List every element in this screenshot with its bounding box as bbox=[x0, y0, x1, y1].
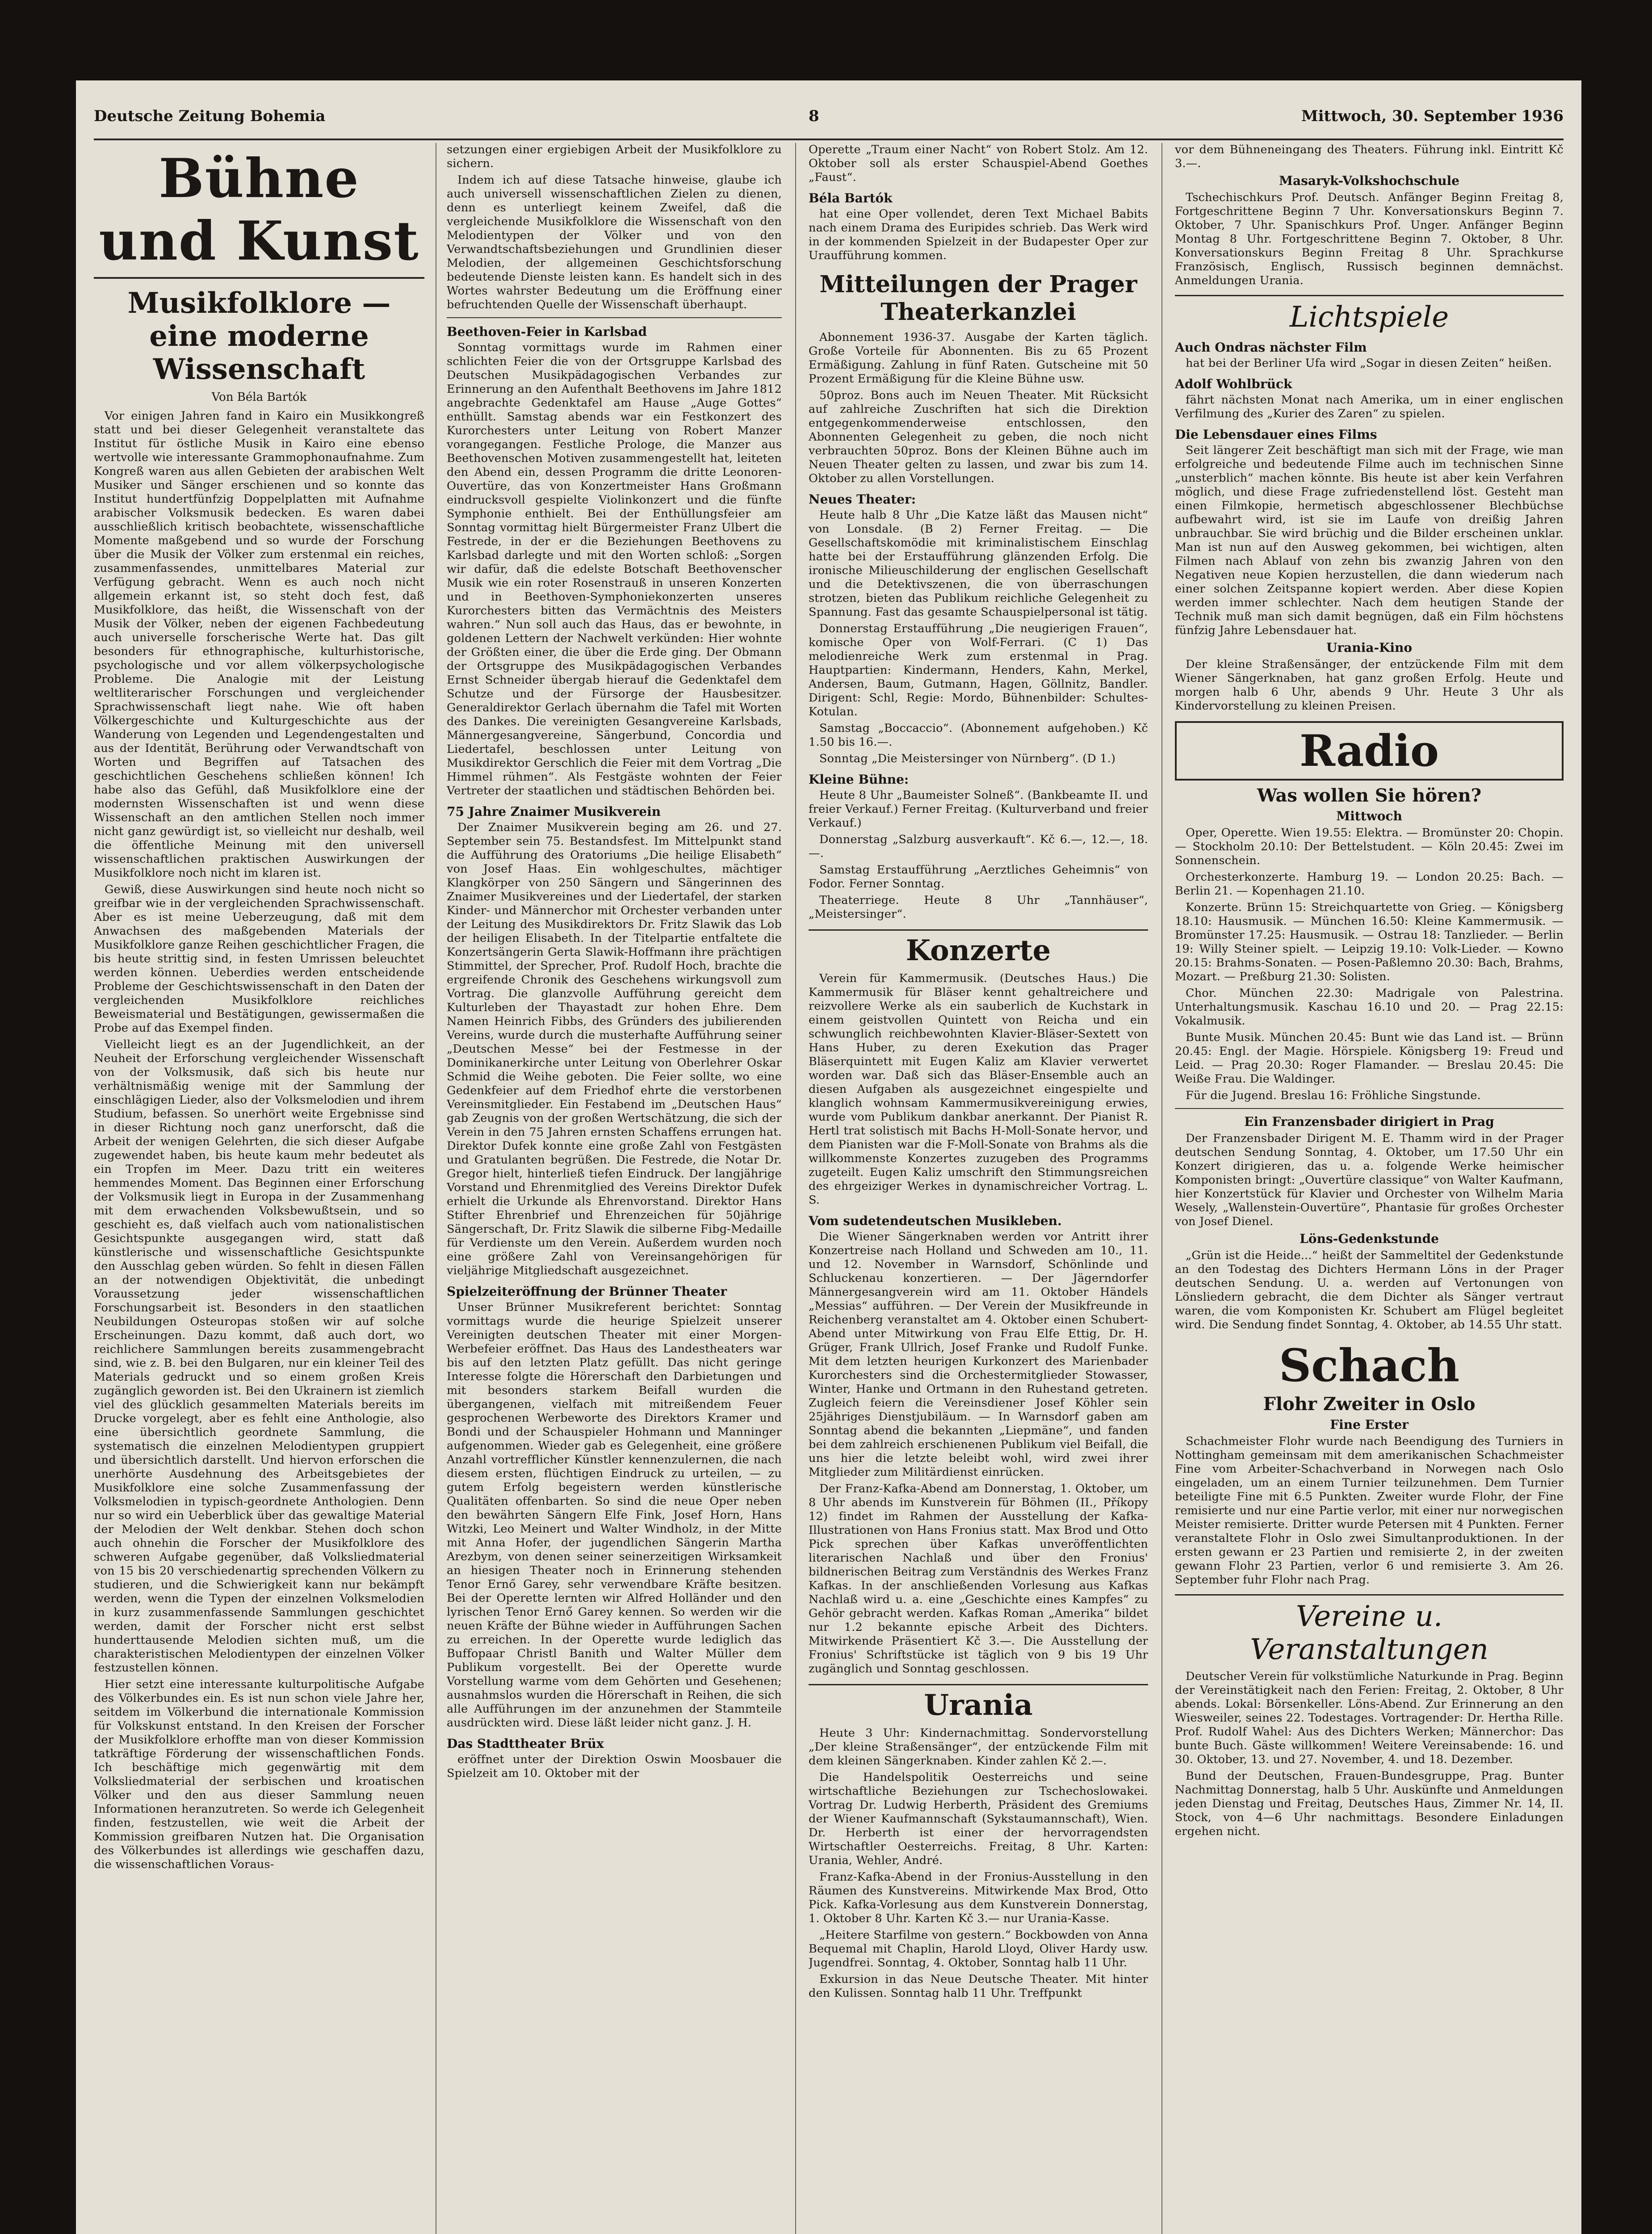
article-paragraph: Samstag Erstaufführung „Aerztliches Geheimnis“ von Fodor. Ferner Sonntag. bbox=[809, 863, 1148, 890]
article-title: Musikfolklore — eine moderne Wissenschaft bbox=[127, 286, 391, 386]
article-divider bbox=[447, 317, 782, 318]
section-heading: Mitteilungen der Prager Theaterkanzlei bbox=[819, 271, 1137, 326]
article-paragraph: Seit längerer Zeit beschäftigt man sich mit der Frage, wie man erfolgreiche und bedeutende Filme auch im technischen Sinne „unsterblich“ machen könnte. Bis heute ist aber kein Verfahren möglich, und diese Frage zufriedenstellend löst. Gesteht man einen Filmkopie, hermetisch abgeschlossener Blechbüchse aufbewahrt wird, ist sie im Laufe von dreißig Jahren unbrauchbar. Sie wird brüchig und die Bilder erscheinen unklar. Man ist nun auf den Ausweg gekommen, bei wichtigen, alten Filmen nach Ablauf von zehn bis zwanzig Jahren von den Negativen neue Kopien herzustellen, die dann wiederum nach einer solchen Zeitspanne kopiert werden. Aber diese Kopien werden immer schlechter. Nach dem heutigen Stande der Technik muß man sich damit begnügen, daß ein Film höchstens fünfzig Jahre Lebensdauer hat. bbox=[1175, 444, 1564, 637]
article-heading: Vom sudetendeutschen Musikleben. bbox=[809, 1214, 1062, 1228]
article-paragraph: Unser Brünner Musikreferent berichtet: Sonntag vormittags wurde die heurige Spielzeit unserer Vereinigten deutschen Theater mit einer Morgen-Werbefeier eröffnet. Das Haus des Landestheaters war bis auf den letzten Platz gefüllt. Das nicht geringe Interesse folgte die Hörerschaft den Darbietungen und mit besonders starkem Beifall wurden die übergangenen, vielfach mit mitreißendem Feuer gesprochenen Werbeworte des Direktors Kramer und Bondi und der Schauspieler Hohmann und Manninger aufgenommen. Wieder gab es Gelegenheit, eine größere Anzahl vortrefflicher Künstler kennenzulernen, die nach diesem ersten, flüchtigen Eindruck zu urteilen, — zu gutem Erfolg begeistern werden künstlerische Qualitäten offenbarten. So sind die neue Oper neben den bewährten Sängern Elfe Fink, Josef Horn, Hans Witzki, Leo Meinert und Walter Windholz, in der Mitte mit Anna Hofer, der jugendlichen Sängerin Martha Arezbym, von denen seiner seinerzeitigen Wirksamkeit an hiesigen Theater noch in Erinnerung stehenden Tenor Ernő Garey, sehr verwendbare Kräfte besitzen. Bei der Operette lernten wir Alfred Holländer und den lyrischen Tenor Ernő Garey kennen. So werden wir die neuen Kräfte der Bühne wieder in Aufführungen Sachen zu erreichen. In der Operette wurde lediglich das Buffopaar Christl Banith und Walter Müller dem Publikum vorgestellt. Bei der Operette wurde Vorstellung warme vom dem Gehörten und Gesehenen; ausnahmslos wurden die Hörerschaft in Reihen, die sich alle Aufführungen im der anzunehmen der Stammteile ausdrückten wird. Diese läßt leider nicht ganz. J. H. bbox=[447, 1301, 782, 1730]
article-heading: Adolf Wohlbrück bbox=[1175, 377, 1292, 391]
article-paragraph: Der Znaimer Musikverein beging am 26. und 27. September sein 75. Bestandsfest. Im Mittelpunkt stand die Aufführung des Oratoriums „Die heilige Elisabeth“ von Josef Haas. Ein wohlgeschultes, mächtiger Klangkörper von 250 Sängern und Sängerinnen des Znaimer Musikvereines und der Liedertafel, der starken Kinder- und Männerchor mit Orchester verbanden unter der Leitung des Musikdirektors Dr. Fritz Slawik das Lob der heiligen Elisabeth. In der Titelpartie entfaltete die Konzertsängerin Gerta Slawik-Hoffmann ihre prächtigen Stimmittel, der Sprecher, Prof. Rudolf Hoch, brachte die ergreifende Chronik des Geschehens wirkungsvoll zum Vortrag. Die glanzvolle Aufführung gereicht dem Kulturleben der Thayastadt zur hohen Ehre. Dem Namen Heinrich Fibbs, des Gründers des jubilierenden Vereins, wurde durch die musterhafte Aufführung seiner „Deutschen Messe“ bei der Festmesse in der Dominikanerkirche unter Leitung von Oberlehrer Oskar Schmid die Weihe geboten. Die Feier sollte, wo eine Gedenkfeier auf dem Friedhof ehrte die verstorbenen Vereinsmitglieder. Ein Festabend im „Deutschen Haus“ gab Zeugnis von der großen Wertschätzung, die sich der Verein in den 75 Jahren ernsten Schaffens errungen hat. Direktor Dufek konnte eine große Zahl von Festgästen und Gratulanten begrüßen. Die Festrede, die Notar Dr. Gregor hielt, hinterließ tiefen Eindruck. Der langjährige Vorstand und Ehrenmitglied des Vereins Direktor Dufek erhielt die Urkunde als Ehrenvorstand. Direktor Hans Stifter Ehrenbrief und Ehrenzeichen für 50jährige Sängerschaft, Dr. Fritz Slawik die silberne Fibg-Medaille für Verdienste um den Verein. Außerdem wurden noch eine größere Zahl von Vereinsangehörigen für vieljährige Mitgliedschaft ausgezeichnet. bbox=[447, 821, 782, 1277]
article-heading: Béla Bartók bbox=[809, 191, 893, 206]
article-paragraph: Operette „Traum einer Nacht“ von Robert Stolz. Am 12. Oktober soll als erster Schauspiel-Abend Goethes „Faust“. bbox=[809, 143, 1148, 184]
article-paragraph: hat eine Oper vollendet, deren Text Michael Babits nach einem Drama des Euripides schrieb. Das Werk wird in der kommenden Spielzeit in der Budapester Oper zur Uraufführung kommen. bbox=[809, 207, 1148, 262]
article-paragraph: Exkursion in das Neue Deutsche Theater. Mit hinter den Kulissen. Sonntag halb 11 Uhr. Treffpunkt bbox=[809, 1973, 1148, 2000]
article-paragraph: Abonnement 1936-37. Ausgabe der Karten täglich. Große Vorteile für Abonnenten. Bis zu 65 Prozent Ermäßigung. Zahlung in fünf Raten. Gutscheine mit 50 Prozent Ermäßigung für die Kleine Bühne usw. bbox=[809, 331, 1148, 386]
article-paragraph: Die Handelspolitik Oesterreichs und seine wirtschaftliche Beziehungen zur Tschechoslowakei. Vortrag Dr. Ludwig Herberth, Präsident des Gremiums der Wiener Kaufmannschaft (Sykstaumannschaft), Wien. Dr. Herberth ist einer der hervorragendsten Wirtschaftler Oesterreichs. Freitag, 8 Uhr. Karten: Urania, Wehler, André. bbox=[809, 1771, 1148, 1867]
article-paragraph: Tschechischkurs Prof. Deutsch. Anfänger Beginn Freitag 8, Fortgeschrittene Beginn 7 Uhr. Konversationskurs Beginn 7. Oktober, 7 Uhr. Spanischkurs Prof. Unger. Anfänger Beginn Montag 8 Uhr. Fortgeschrittene Beginn 7. Oktober, 8 Uhr. Konversationskurs Beginn Freitag 8 Uhr. Sprachkurse Französisch, Englisch, Russisch beginnen demnächst. Anmeldungen Urania. bbox=[1175, 191, 1564, 287]
article-paragraph: Vielleicht liegt es an der Jugendlichkeit, an der Neuheit der Erforschung vergleichender Wissenschaft von der Volksmusik, daß sich bis heute nur verhältnismäßig wenige mit der Sammlung der einschlägigen Lieder, also der Volksmelodien und ihrem Studium, befassen. So unerhört weite Ergebnisse sind in dieser Richtung noch ganz unerforscht, daß die Arbeit der wenigen Gelehrten, die sich dieser Aufgabe zugewendet haben, bis heute kaum mehr bedeutet als ein Tropfen im Meer. Dazu tritt ein weiteres hemmendes Moment. Das Beginnen einer Erforschung der Volksmusik liegt in Europa in der Zusammenhang mit dem erwachenden Volksbewußtsein, und so geschieht es, daß vielfach auch vom nationalistischen Gesichtspunkte ausgegangen wird, statt daß künstlerische und wissenschaftliche Gesichtspunkte den Ausschlag geben würden. So fehlt in diesen Fällen an der notwendigen Objektivität, die unbedingt Voraussetzung jeder wissenschaftlichen Forschungsarbeit ist. Besonders in den staatlichen Neubildungen Osteuropas stoßen wir auf solche Erscheinungen. Dazu kommt, daß auch dort, wo reichlichere Sammlungen bereits zusammengebracht sind, wie z. B. bei den Bulgaren, nur ein kleiner Teil des Materials gedruckt und so einem großen Kreis zugänglich geworden ist. Bei den Ukrainern ist ziemlich viel des glücklich gesammelten Materials bereits im Drucke vorgelegt, aber es fehlt eine Anthologie, also eine übersichtlich geordnete Sammlung, die systematisch die einzelnen Melodientypen gruppiert und übersichtlich darstellt. Und hiervon erforschen die unerhörte Ausdehnung des Arbeitsgebietes der Musikfolklore eine solche Zusammenfassung der Volksmelodien in typisch-geordnete Anthologien. Denn nur so wird ein Ueberblick über das gewaltige Material der Melodien der Welt denkbar. Stehen doch schon auch ohnehin die Forscher der Musikfolklore des schweren Aufgabe gegenüber, daß Volksliedmaterial von 15 bis 20 verschiedenartig sprechenden Völkern zu studieren, und die Schwierigkeit kann nur bekämpft werden, wenn die Typen der einzelnen Volksmelodien in kurz zusammenfassende Sammlungen geschichtet werden, damit der Forscher nicht erst selbst hunderttausende Melodien sichten muß, um die charakteristischen Melodientypen der einzelnen Völker festzustellen können. bbox=[94, 1038, 424, 1675]
column-divider bbox=[795, 143, 796, 2234]
article-paragraph: Franz-Kafka-Abend in der Fronius-Ausstellung in den Räumen des Kunstvereins. Mitwirkende Max Brod, Otto Pick. Kafka-Vorlesung aus dem Kunstverein Donnerstag, 1. Oktober 8 Uhr. Karten Kč 3.— nur Urania-Kasse. bbox=[809, 1870, 1148, 1925]
article-paragraph: fährt nächsten Monat nach Amerika, um in einer englischen Verfilmung des „Kurier des Zaren“ zu spielen. bbox=[1175, 393, 1564, 420]
article-paragraph: Heute halb 8 Uhr „Die Katze läßt das Mausen nicht“ von Lonsdale. (B 2) Ferner Freitag. — Die Gesellschaftskomödie mit kriminalistischem Einschlag hatte bei der Erstaufführung glänzenden Erfolg. Die ironische Milieuschilderung der englischen Gesellschaft und die Detektivszenen, die von überraschungen strotzen, bieten das Publikum reichliche Gelegenheit zu Spannung. Fast das gesamte Schauspielpersonal ist tätig. bbox=[809, 508, 1148, 619]
article-heading: Spielzeiteröffnung der Brünner Theater bbox=[447, 1284, 727, 1299]
article-paragraph: Für die Jugend. Breslau 16: Fröhliche Singstunde. bbox=[1186, 1089, 1481, 1102]
section-heading: Lichtspiele bbox=[1175, 295, 1564, 334]
column-3 bbox=[809, 143, 1148, 2234]
article-heading: Was wollen Sie hören? bbox=[1257, 785, 1482, 806]
article-paragraph: Vor einigen Jahren fand in Kairo ein Musikkongreß statt und bei dieser Gelegenheit veranstaltete das Institut für östliche Musik in Kairo eine ebenso wertvolle wie interessante Grammophonaufnahme. Zum Kongreß waren aus allen Gebieten der arabischen Welt Musiker und Sänger erschienen und so konnte das Institut hundertfünfzig Doppelplatten mit Aufnahme arabischer Volksmusik bedecken. Es waren dabei ausschließlich kritisch beobachtete, wissenschaftliche Momente maßgebend und so wurde der Forschung über die Musik der Völker zum erstenmal ein reiches, zusammenfassendes, unmittelbares Material zur Verfügung gebracht. Wenn es auch noch nicht allgemein erkannt ist, so steht doch fest, daß Musikfolklore, das heißt, die Wissenschaft von der Musik der Völker, neben der eigenen Fachbedeutung auch universelle forscherische Werte hat. Das gilt besonders für ethnographische, kulturhistorische, psychologische und vor allem völkerpsychologische Probleme. Die Analogie mit der Leistung weltliterarischer Forschungen und vergleichender Sprachwissenschaft liegt nahe. Wie oft haben Völkergeschichte und Kulturgeschichte aus der Wanderung von Legenden und Legendengestalten und aus der Identität, Berührung oder Verwandtschaft von Worten und Begriffen auf Tatsachen des geschichtlichen Geschehens schließen können! Ich habe also das Gefühl, daß Musikfolklore eine der modernsten Wissenschaften ist und wenn diese Wissenschaft an den amtlichen Stellen noch immer nicht ganz gewürdigt ist, so vielleicht nur deshalb, weil die öffentliche Meinung mit den universell wissenschaftlichen praktischen Auswirkungen der Musikfolklore noch nicht im klaren ist. bbox=[94, 409, 424, 880]
article-paragraph: setzungen einer ergiebigen Arbeit der Musikfolklore zu sichern. bbox=[447, 143, 782, 170]
article-paragraph: Gewiß, diese Auswirkungen sind heute noch nicht so greifbar wie in der vergleichenden Sprachwissenschaft. Aber es ist meine Ueberzeugung, daß mit dem Anwachsen des maßgebenden Materials der Musikfolklore ganze Reihen geschichtlicher Fragen, die bis heute strittig sind, in festen Umrissen beleuchtet werden können. Ueberdies werden entscheidende Probleme der Geschichtswissenschaft in den Daten der vergleichenden Musikfolklore reichliches Beweismaterial und Bestätigungen, gewissermaßen die Probe auf das Exempel finden. bbox=[94, 883, 424, 1035]
article-paragraph: eröffnet unter der Direktion Oswin Moosbauer die Spielzeit am 10. Oktober mit der bbox=[447, 1753, 782, 1780]
article-paragraph: Sonntag vormittags wurde im Rahmen einer schlichten Feier die von der Ortsgruppe Karlsbad des Deutschen Musikpädagogischen Verbandes zur Erinnerung an den Aufenthalt Beethovens im Jahre 1812 angebrachte Gedenktafel am Hause „Auge Gottes“ enthüllt. Samstag abends war ein Festkonzert des Kurorchesters unter Leitung von Robert Manzer vorangegangen. Festliche Prologe, die Manzer aus Beethovenschen Motiven zusammengestellt hat, leiteten den Abend ein, dessen Programm die dritte Leonoren-Ouvertüre, das von Konzertmeister Hans Großmann eindrucksvoll gespielte Violinkonzert und die fünfte Symphonie enthielt. Bei der Enthüllungsfeier am Sonntag vormittag hielt Bürgermeister Franz Ulbert die Festrede, in der er die Beziehungen Beethovens zu Karlsbad darlegte und mit den Worten schloß: „Sorgen wir dafür, daß die edelste Botschaft Beethovenscher Musik wie ein roter Rosenstrauß in unseren Konzerten und in Beethoven-Symphoniekonzerten unseres Kurorchesters bitten das Vermächtnis des Meisters wahren.“ Nun soll auch das Haus, das er bewohnte, in goldenen Lettern der Nachwelt verkünden: Hier wohnte der Größten einer, die über die Erde ging. Der Obmann der Ortsgruppe des Musikpädagogischen Verbandes Ernst Schneider übergab hierauf die Gedenktafel dem Schutze und der Fürsorge der Hausbesitzer. Generaldirektor Gerlach übernahm die Tafel mit Worten des Dankes. Die vereinigten Gesangvereine Karlsbads, Männergesangvereine, Sängerbund, Concordia und Liedertafel, beschlossen unter Leitung von Musikdirektor Gerschlich die Feier mit dem Vortrag „Die Himmel rühmen“. Als Festgäste wohnten der Feier Vertreter der staatlichen und städtischen Behörden bei. bbox=[447, 341, 782, 798]
newspaper-page bbox=[76, 80, 1581, 2234]
article-heading: Flohr Zweiter in Oslo bbox=[1263, 1394, 1476, 1415]
article-heading: Neues Theater: bbox=[809, 492, 916, 507]
article-paragraph: Chor. München 22.30: Madrigale von Palestrina. Unterhaltungsmusik. Kaschau 16.10 und 20. — Prag 22.15: Vokalmusik. bbox=[1175, 987, 1564, 1028]
section-banner: Bühne und Kunst bbox=[94, 147, 424, 279]
article-paragraph: Heute 8 Uhr „Baumeister Solneß“. (Bankbeamte II. und freier Verkauf.) Ferner Freitag. (Kulturverband und freier Verkauf.) bbox=[809, 789, 1148, 830]
article-paragraph: Indem ich auf diese Tatsache hinweise, glaube ich auch universell wissenschaftlichen Zielen zu dienen, denn es unterliegt keinem Zweifel, daß die vergleichende Musikfolklore die Wissenschaft von den Melodientypen der Völker und von den Verwandtschaftsbeziehungen und Grundlinien dieser Melodien, der allgemeinen Geschichtsforschung bedeutende Dienste leisten kann. Es handelt sich in des Wortes wahrster Bedeutung um die Eröffnung einer befruchtenden Quelle der Wissenschaft überhaupt. bbox=[447, 173, 782, 311]
article-paragraph: Sonntag „Die Meistersinger von Nürnberg“. (D 1.) bbox=[819, 752, 1116, 765]
issue-date: Mittwoch, 30. September 1936 bbox=[1301, 107, 1564, 125]
article-paragraph: „Grün ist die Heide...“ heißt der Sammeltitel der Gedenkstunde an den Todestag des Dichters Hermann Löns in der Prager deutschen Sendung. U. a. werden auf Vertonungen von Lönsliedern gebracht, die dem Dichter als Sänger vertraut waren, die vom Komponisten Kr. Schubert am Flügel begleitet wird. Die Sendung findet Sonntag, 4. Oktober, ab 14.55 Uhr statt. bbox=[1175, 1249, 1564, 1331]
article-paragraph: Die Wiener Sängerknaben werden vor Antritt ihrer Konzertreise nach Holland und Schweden am 10., 11. und 12. November in Warnsdorf, Schönlinde und Schluckenau konzertieren. — Der Jägerndorfer Männergesangverein wird am 11. Oktober Händels „Messias“ aufführen. — Der Verein der Musikfreunde in Reichenberg veranstaltet am 4. Oktober einen Schubert-Abend unter Mitwirkung von Frau Elfe Ettig, Dr. H. Grüger, Frank Ullrich, Josef Franke und Rudolf Funke. Mit dem letzten heurigen Kurkonzert des Marienbader Kurorchesters sind die Orchestermitglieder Stowasser, Winter, Hanke und Ortmann in den Ruhestand getreten. Zugleich feiern die Vereinsdiener Josef Köhler sein 25jähriges Dienstjubiläum. — In Warnsdorf gaben am Sonntag abend die bekannten „Liepmäne“, und fanden bei dem zahlreich erschienenen Publikum viel Beifall, die uns hier die letzte beleibt wohl, wird zwei ihrer Mitglieder zum Militärdienst einrücken. bbox=[809, 1230, 1148, 1479]
article-heading: Ein Franzensbader dirigiert in Prag bbox=[1244, 1114, 1494, 1129]
article-paragraph: Orchesterkonzerte. Hamburg 19. — London 20.25: Bach. — Berlin 21. — Kopenhagen 21.10. bbox=[1175, 870, 1564, 898]
section-heading: Schach bbox=[1279, 1339, 1460, 1392]
article-heading: Masaryk-Volkshochschule bbox=[1279, 173, 1459, 188]
article-heading: Löns-Gedenkstunde bbox=[1300, 1231, 1439, 1246]
article-paragraph: Donnerstag „Salzburg ausverkauft“. Kč 6.—, 12.—, 18.—. bbox=[809, 833, 1148, 860]
article-heading: Beethoven-Feier in Karlsbad bbox=[447, 324, 647, 339]
article-paragraph: Verein für Kammermusik. (Deutsches Haus.) Die Kammermusik für Bläser kennt gehaltreichere und reizvollere Werke als ein sauberlich de Kuchstark in einem geistvollen Quintett von Reicha und ein schwunglich reichbewohnten Klavier-Bläser-Sextett von Hans Huber, zu deren Exekution das Prager Bläserquintett mit Eugen Kaliz am Klavier verwertet worden war. Daß sich das Bläser-Ensemble auch an diesen Aufgaben als ausgezeichnet eingespielte und klanglich wohnsam Kammermusikvereinigung erwies, wurde vom Publikum dankbar anerkannt. Der Pianist R. Hertl trat solistisch mit Bachs H-Moll-Sonate hervor, und dem Pianisten war die F-Moll-Sonate von Brahms als die willkommenste Konzertes zuzugeben des Programms zugeteilt. Eugen Kaliz umschrift den Stimmungsreichen des ehrgeiziger Werkes in dynamischreicher Vortrag. L. S. bbox=[809, 972, 1148, 1207]
article-paragraph: Theaterriege. Heute 8 Uhr „Tannhäuser“, „Meistersinger“. bbox=[809, 894, 1148, 921]
article-paragraph: Hier setzt eine interessante kulturpolitische Aufgabe des Völkerbundes ein. Es ist nun schon viele Jahre her, seitdem im Völkerbund die internationale Kommission für Volkskunst entstand. In den Kreisen der Forscher der Musikfolklore erhoffte man von dieser Kommission tatkräftige Förderung der wissenschaftlichen Fonds. Ich beschäftige mich gegenwärtig mit dem Volksliedmaterial der serbischen und kroatischen Völker und den aus dieser Sammlung neuen Informationen heranzutreten. So werde ich Gelegenheit finden, festzustellen, wie weit die Arbeit der Kommission greifbaren Nutzen hat. Die Organisation des Völkerbundes ist allerdings wie geschaffen dazu, die wissenschaftlichen Voraus- bbox=[94, 1678, 424, 1871]
article-heading: Urania-Kino bbox=[1326, 640, 1413, 655]
article-heading: Die Lebensdauer eines Films bbox=[1175, 427, 1377, 442]
article-paragraph: Der Franz-Kafka-Abend am Donnerstag, 1. Oktober, um 8 Uhr abends im Kunstverein für Böhmen (II., Příkopy 12) findet im Rahmen der Ausstellung der Kafka-Illustrationen von Hans Fronius statt. Max Brod und Otto Pick sprechen über Kafkas unveröffentlichten literarischen Nachlaß und über den Fronius' bildnerischen Beitrag zum Verständnis des Werkes Franz Kafkas. In der anschließenden Vorlesung aus Kafkas Nachlaß wird u. a. eine „Geschichte eines Kampfes“ zu Gehör gebracht werden. Kafkas Roman „Amerika“ bildet nur 1.2 bekannte epische Arbeit des Dichters. Mitwirkende Präsentiert Kč 3.—. Die Ausstellung der Fronius' Schriftstücke ist täglich von 9 bis 19 Uhr zugänglich und Sonntag geschlossen. bbox=[809, 1482, 1148, 1676]
column-4 bbox=[1175, 143, 1564, 2234]
article-paragraph: hat bei der Berliner Ufa wird „Sogar in diesen Zeiten“ heißen. bbox=[1186, 357, 1552, 370]
column-2 bbox=[447, 143, 782, 2234]
article-heading: Das Stadttheater Brüx bbox=[447, 1736, 604, 1751]
article-paragraph: vor dem Bühneneingang des Theaters. Führung inkl. Eintritt Kč 3.—. bbox=[1175, 143, 1564, 170]
article-paragraph: Konzerte. Brünn 15: Streichquartette von Grieg. — Königsberg 18.10: Hausmusik. — München 16.50: Kleine Kammermusik. — Bromünster 17.25: Hausmusik. — Ostrau 18: Tanzlieder. — Berlin 19: Willy Steiner spielt. — Leipzig 19.10: Volk-Lieder. — Kowno 20.15: Brahms-Sonaten. — Posen-Paßlemno 20.30: Bach, Brahms, Mozart. — Preßburg 21.30: Solisten. bbox=[1175, 901, 1564, 983]
article-paragraph: „Heitere Starfilme von gestern.“ Bockbowden von Anna Bequemal mit Chaplin, Harold Lloyd, Oliver Hardy usw. Jugendfrei. Sonntag, 4. Oktober, Sonntag halb 11 Uhr. bbox=[809, 1928, 1148, 1969]
article-paragraph: Heute 3 Uhr: Kindernachmittag. Sondervorstellung „Der kleine Straßensänger“, der entzückende Film mit dem kleinen Sängerknaben. Kinder zahlen Kč 2.—. bbox=[809, 1726, 1148, 1768]
article-subheading: Fine Erster bbox=[1330, 1417, 1409, 1432]
article-paragraph: Der kleine Straßensänger, der entzückende Film mit dem Wiener Sängerknaben, hat ganz großen Erfolg. Heute und morgen halb 6 Uhr, abends 9 Uhr. Heute 3 Uhr als Kindervorstellung zu kleinen Preisen. bbox=[1175, 658, 1564, 713]
section-heading: Vereine u. Veranstaltungen bbox=[1175, 1594, 1564, 1666]
section-heading: Urania bbox=[809, 1684, 1148, 1722]
header-divider bbox=[94, 139, 1564, 140]
article-paragraph: Schachmeister Flohr wurde nach Beendigung des Turniers in Nottingham gemeinsam mit dem amerikanischen Schachmeister Fine vom Arbeiter-Schachverband in Norwegen nach Oslo eingeladen, um an einem Turnier teilzunehmen. Dem Turnier beteiligte Fine mit 6.5 Punkten. Zweiter wurde Flohr, der Fine remisierte und nur eine Partie verlor, mit einer nur norwegischen Meister remisierte. Dritter wurde Petersen mit 4 Punkten. Ferner veranstaltete Flohr in Oslo zwei Simultanproduktionen. In der ersten gewann er 23 Partien und remisierte 2, in der zweiten gewann Flohr 23 Partien, verlor 6 und remisierte 3. Am 26. September fuhr Flohr nach Prag. bbox=[1175, 1435, 1564, 1587]
article-paragraph: Deutscher Verein für volkstümliche Naturkunde in Prag. Beginn der Vereinstätigkeit nach den Ferien: Freitag, 2. Oktober, 8 Uhr abends. Lokal: Börsenkeller. Löns-Abend. Zur Erinnerung an den Wiesweiler, seines 22. Todestages. Vortragender: Dr. Hertha Rille. Prof. Rudolf Wahel: Aus des Dichters Werken; Männerchor: Das bunte Buch. Gäste willkommen! Weitere Vereinsabende: 16. und 30. Oktober, 13. und 27. November, 4. und 18. Dezember. bbox=[1175, 1670, 1564, 1766]
section-heading: Konzerte bbox=[809, 929, 1148, 967]
article-paragraph: Donnerstag Erstaufführung „Die neugierigen Frauen“, komische Oper von Wolf-Ferrari. (C 1) Das melodienreiche Werk zum erstenmal in Prag. Hauptpartien: Kindermann, Henders, Kahn, Merkel, Andersen, Baum, Gutmann, Hagen, Göllnitz, Bandler. Dirigent: Schl, Regie: Mordo, Bühnenbilder: Schultes-Kotulan. bbox=[809, 622, 1148, 718]
article-subheading: Mittwoch bbox=[1336, 809, 1402, 823]
column-1 bbox=[94, 143, 424, 2234]
article-heading: Auch Ondras nächster Film bbox=[1175, 340, 1367, 355]
article-heading: 75 Jahre Znaimer Musikverein bbox=[447, 804, 661, 819]
page-number: 8 bbox=[809, 107, 819, 125]
section-heading: Radio bbox=[1175, 721, 1564, 781]
article-heading: Kleine Bühne: bbox=[809, 772, 909, 787]
article-paragraph: Der Franzensbader Dirigent M. E. Thamm wird in der Prager deutschen Sendung Sonntag, 4. Oktober, um 17.50 Uhr ein Konzert dirigieren, das u. a. folgende Werke heimischer Komponisten bringt: „Ouvertüre classique“ von Walter Kaufmann, hier Konzertstück für Klavier und Orchester von Wilhelm Maria Wesely, „Wallenstein-Ouvertüre“, Phantasie für großes Orchester von Josef Dienel. bbox=[1175, 1132, 1564, 1228]
article-paragraph: Bunte Musik. München 20.45: Bunt wie das Land ist. — Brünn 20.45: Engl. der Magie. Hörspiele. Königsberg 19: Freud und Leid. — Prag 20.30: Roger Flamander. — Breslau 20.45: Die Weiße Frau. Die Waldinger. bbox=[1175, 1031, 1564, 1086]
page-header bbox=[94, 107, 1564, 134]
article-paragraph: Samstag „Boccaccio“. (Abonnement aufgehoben.) Kč 1.50 bis 16.—. bbox=[809, 722, 1148, 749]
article-paragraph: Oper, Operette. Wien 19.55: Elektra. — Bromünster 20: Chopin. — Stockholm 20.10: Der Bettelstudent. — Köln 20.45: Zwei im Sonnenschein. bbox=[1175, 826, 1564, 867]
article-paragraph: 50proz. Bons auch im Neuen Theater. Mit Rücksicht auf zahlreiche Zuschriften hat sich die Direktion entgegenkommenderweise entschlossen, den Abonnenten Gelegenheit zu geben, die noch nicht verbrauchten 50proz. Bons der Kleinen Bühne auch im Neuen Theater gelten zu lassen, und zwar bis zum 14. Oktober zu allen Vorstellungen. bbox=[809, 389, 1148, 485]
masthead-name: Deutsche Zeitung Bohemia bbox=[94, 107, 326, 125]
article-divider bbox=[1175, 1108, 1564, 1109]
article-paragraph: Bund der Deutschen, Frauen-Bundesgruppe, Prag. Bunter Nachmittag Donnerstag, halb 5 Uhr. Auskünfte und Anmeldungen jeden Dienstag und Freitag, Deutsches Haus, Zimmer Nr. 14, II. Stock, von 4—6 Uhr nachmittags. Besondere Einladungen ergehen nicht. bbox=[1175, 1769, 1564, 1838]
article-byline: Von Béla Bartók bbox=[211, 391, 307, 404]
column-divider bbox=[1161, 143, 1162, 2234]
